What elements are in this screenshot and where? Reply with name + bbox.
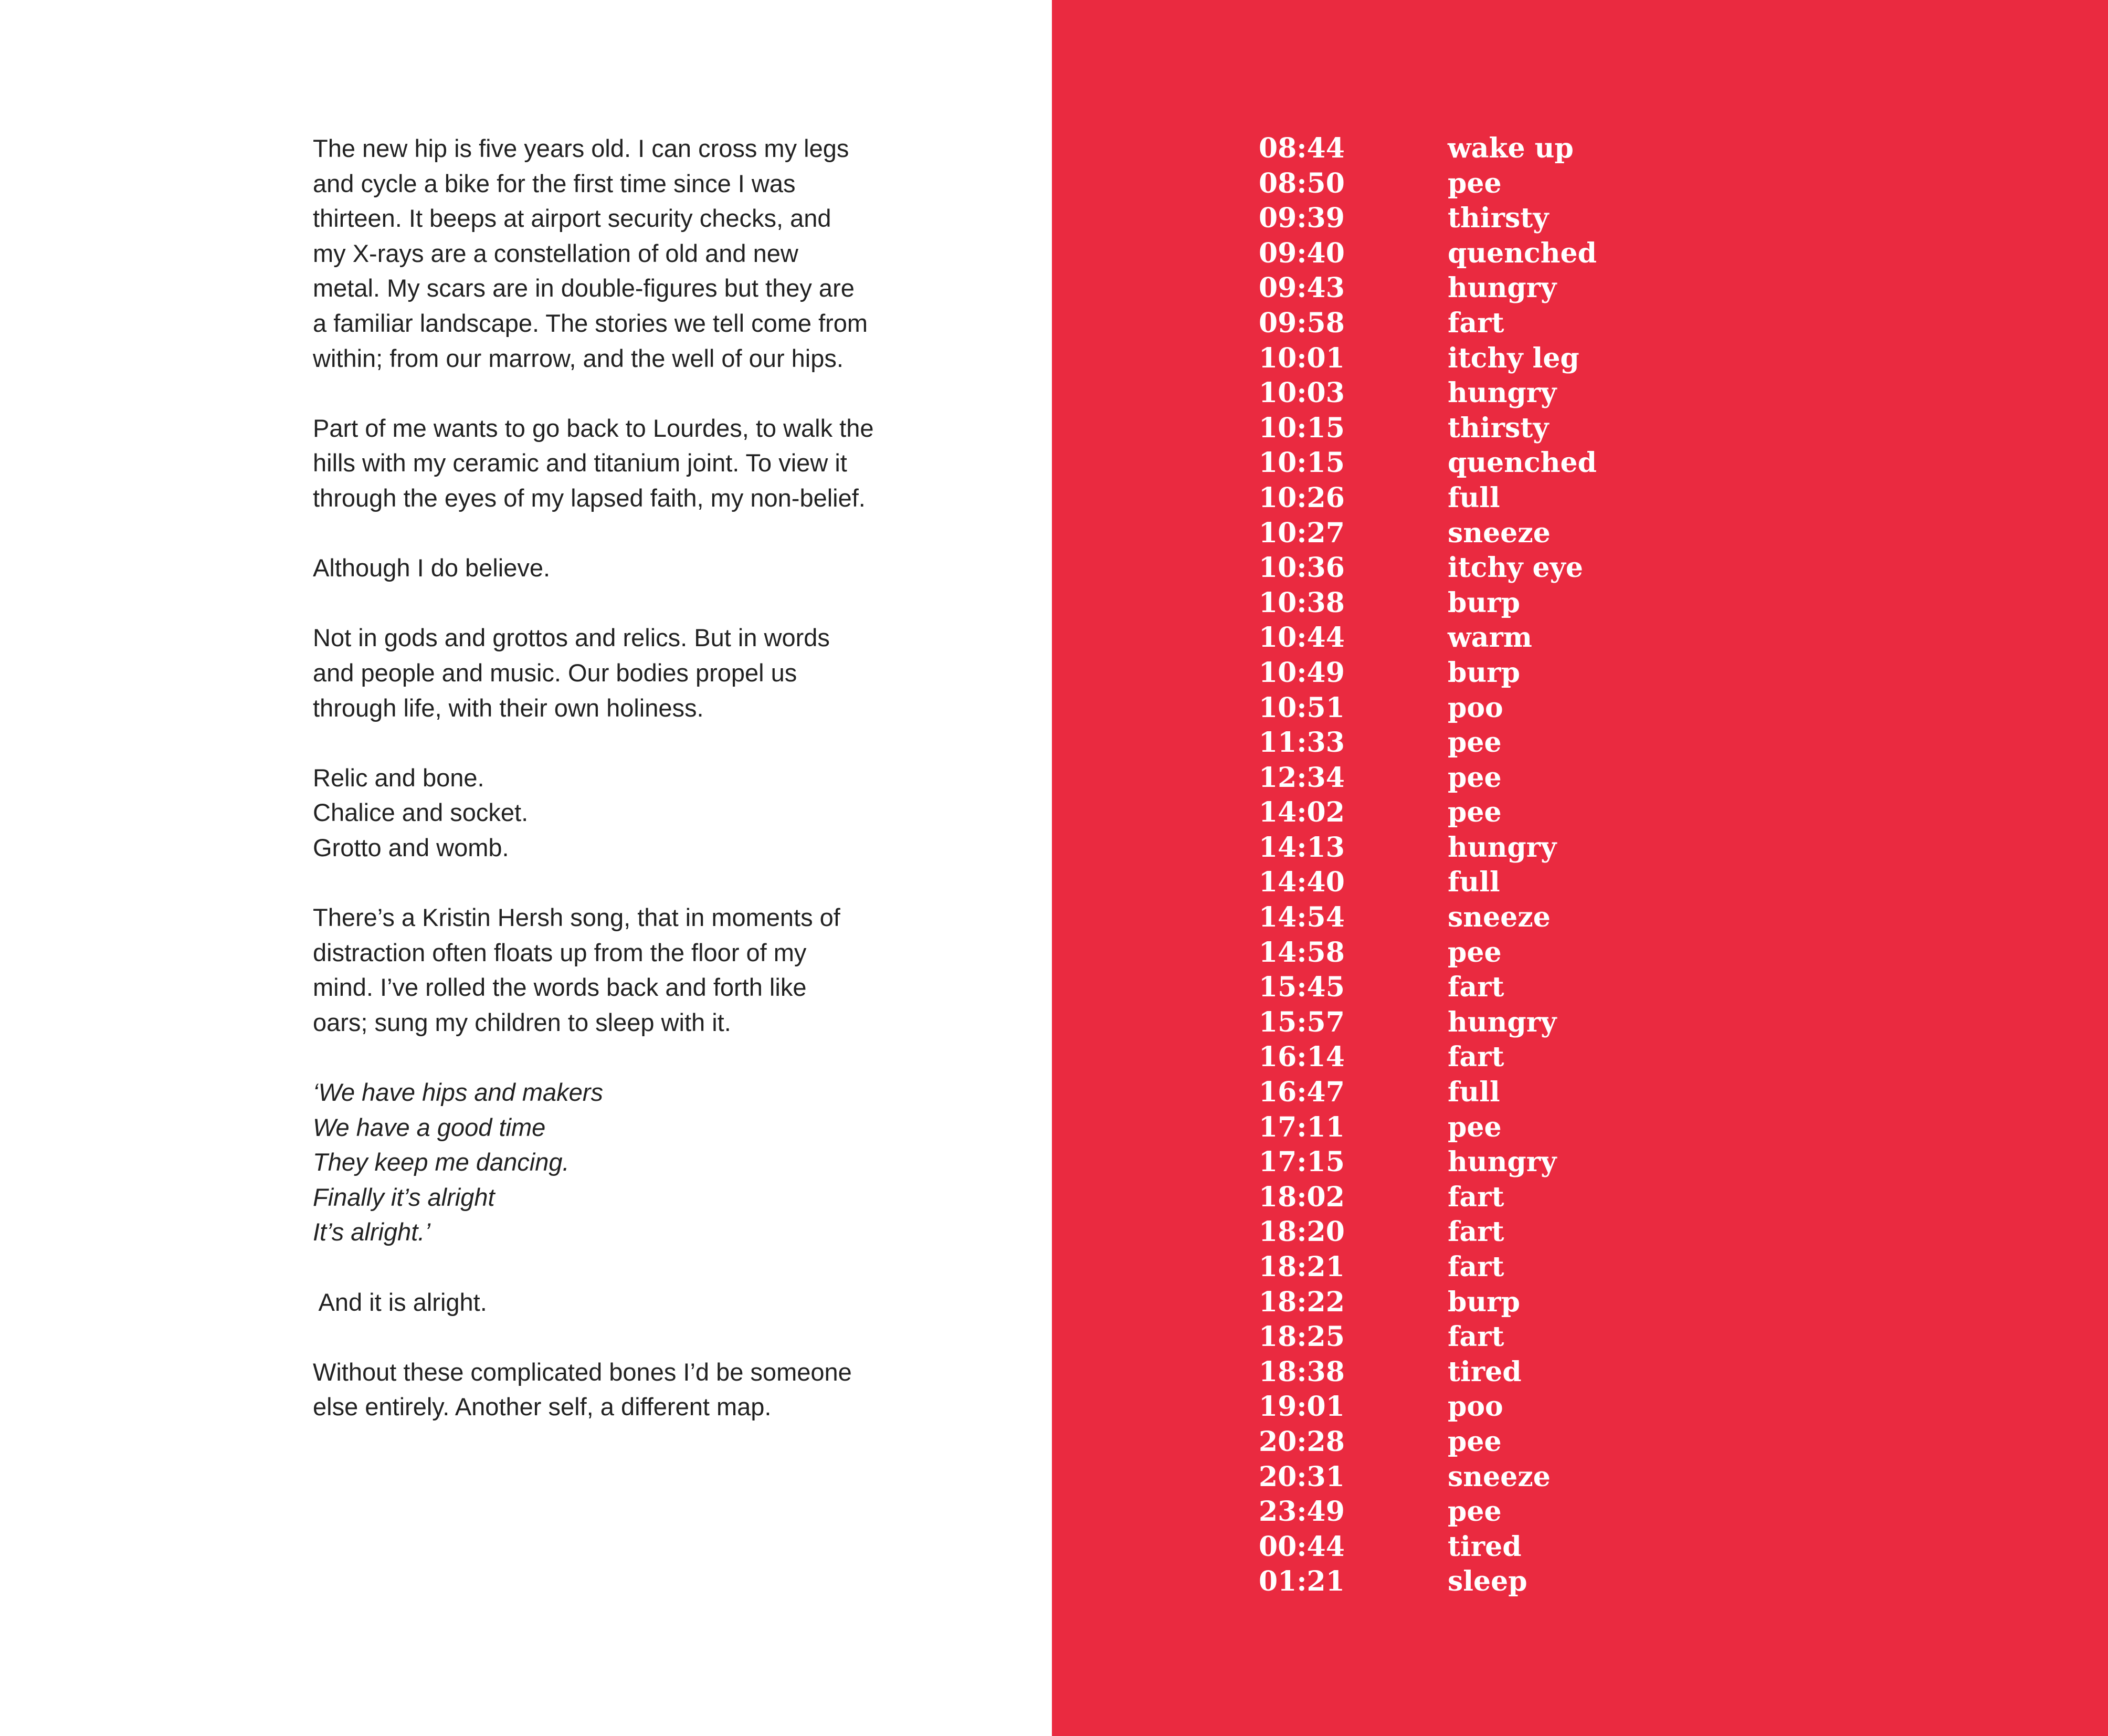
log-event: hungry [1448, 377, 1557, 409]
paragraph-gap [313, 1250, 890, 1285]
log-entry [1259, 1040, 1597, 1075]
log-entry [1259, 761, 1597, 796]
paragraph [313, 620, 890, 725]
log-event: fart [1448, 1041, 1504, 1074]
log-event: hungry [1448, 1006, 1557, 1038]
text-line: through the eyes of my lapsed faith, my non-belief. [313, 483, 866, 512]
log-time: 00:44 [1259, 1530, 1345, 1563]
log-time: 15:57 [1259, 1006, 1345, 1038]
log-event: wake up [1448, 132, 1574, 164]
left-page [0, 0, 1052, 1736]
text-line: It’s alright.’ [313, 1218, 430, 1246]
log-event: pee [1448, 936, 1502, 969]
log-time: 10:51 [1259, 691, 1345, 724]
log-time: 18:22 [1259, 1286, 1345, 1318]
log-time: 10:26 [1259, 481, 1345, 514]
text-line: Finally it’s alright [313, 1183, 495, 1211]
log-entry [1259, 900, 1597, 935]
log-time: 08:50 [1259, 167, 1345, 199]
log-time: 19:01 [1259, 1391, 1345, 1423]
text-line: Relic and bone. [313, 763, 484, 792]
text-line: oars; sung my children to sleep with it. [313, 1008, 731, 1036]
text-line: distraction often floats up from the floor of my [313, 938, 807, 966]
log-entry [1259, 1285, 1597, 1320]
log-time: 10:15 [1259, 447, 1345, 479]
log-time: 18:38 [1259, 1355, 1345, 1388]
text-line: Not in gods and grottos and relics. But in words [313, 624, 830, 652]
log-time: 10:44 [1259, 622, 1345, 654]
log-event: quenched [1448, 237, 1597, 269]
log-event: quenched [1448, 447, 1597, 479]
paragraph-gap [313, 516, 890, 551]
log-entry [1259, 1145, 1597, 1180]
log-event: itchy leg [1448, 342, 1579, 374]
log-event: full [1448, 1076, 1500, 1109]
log-event: burp [1448, 1286, 1520, 1318]
text-line: else entirely. Another self, a different map. [313, 1393, 772, 1421]
paragraph [313, 551, 890, 586]
text-line: within; from our marrow, and the well of our hips. [313, 344, 844, 372]
log-event: hungry [1448, 272, 1557, 304]
log-time: 14:54 [1259, 901, 1345, 934]
log-entry [1259, 1564, 1597, 1600]
log-event: thirsty [1448, 202, 1549, 235]
log-time: 10:03 [1259, 377, 1345, 409]
paragraph [313, 1355, 890, 1425]
log-time: 14:13 [1259, 831, 1345, 864]
log-event: pee [1448, 1425, 1502, 1458]
log-time: 11:33 [1259, 727, 1345, 759]
text-line: metal. My scars are in double-figures but they are [313, 274, 855, 302]
paragraph [313, 761, 890, 866]
log-time: 10:01 [1259, 342, 1345, 374]
log-time: 23:49 [1259, 1496, 1345, 1528]
log-entry [1259, 446, 1597, 481]
log-time: 17:11 [1259, 1111, 1345, 1143]
log-time: 17:15 [1259, 1146, 1345, 1179]
paragraph [313, 131, 890, 376]
log-entry [1259, 620, 1597, 656]
log-event: thirsty [1448, 412, 1549, 444]
log-time: 15:45 [1259, 971, 1345, 1004]
text-line: We have a good time [313, 1113, 546, 1141]
log-entry [1259, 551, 1597, 586]
log-time: 20:31 [1259, 1460, 1345, 1493]
log-event: full [1448, 481, 1500, 514]
log-event: fart [1448, 1216, 1504, 1248]
log-time: 10:27 [1259, 517, 1345, 549]
paragraph-gap [313, 865, 890, 900]
bodily-log-list [1259, 131, 1597, 1600]
log-event: tired [1448, 1530, 1522, 1563]
log-entry [1259, 1425, 1597, 1460]
paragraph [313, 411, 890, 516]
log-entry [1259, 1215, 1597, 1250]
log-event: poo [1448, 1391, 1503, 1423]
log-event: burp [1448, 586, 1520, 619]
text-line: Although I do believe. [313, 554, 551, 582]
text-line: Grotto and womb. [313, 833, 509, 861]
log-entry [1259, 1320, 1597, 1355]
text-line: There’s a Kristin Hersh song, that in moments of [313, 903, 840, 932]
log-entry [1259, 830, 1597, 866]
log-entry [1259, 1075, 1597, 1110]
text-line: Chalice and socket. [313, 798, 529, 827]
text-line: Part of me wants to go back to Lourdes, to walk the [313, 414, 874, 442]
log-event: full [1448, 866, 1500, 899]
log-event: fart [1448, 971, 1504, 1004]
paragraph [313, 1285, 890, 1320]
log-entry [1259, 131, 1597, 166]
log-entry [1259, 1530, 1597, 1565]
log-event: pee [1448, 761, 1502, 794]
log-entry [1259, 166, 1597, 202]
log-time: 09:58 [1259, 307, 1345, 339]
log-entry [1259, 935, 1597, 971]
log-entry [1259, 691, 1597, 726]
paragraph-gap [313, 1040, 890, 1075]
log-time: 10:36 [1259, 552, 1345, 584]
song-quote [313, 1075, 890, 1250]
log-time: 10:38 [1259, 586, 1345, 619]
log-entry [1259, 201, 1597, 236]
log-time: 18:21 [1259, 1251, 1345, 1283]
log-entry [1259, 271, 1597, 306]
log-entry [1259, 376, 1597, 411]
log-entry [1259, 586, 1597, 621]
text-line: Without these complicated bones I’d be someone [313, 1358, 852, 1386]
log-entry [1259, 656, 1597, 691]
log-time: 12:34 [1259, 761, 1345, 794]
log-event: fart [1448, 1251, 1504, 1283]
paragraph-gap [313, 586, 890, 621]
log-time: 08:44 [1259, 132, 1345, 164]
paragraph-gap [313, 1320, 890, 1355]
log-event: poo [1448, 691, 1503, 724]
log-event: sleep [1448, 1565, 1527, 1598]
log-time: 14:02 [1259, 796, 1345, 829]
log-event: burp [1448, 656, 1520, 689]
paragraph-gap [313, 376, 890, 411]
log-event: tired [1448, 1355, 1522, 1388]
log-event: pee [1448, 1496, 1502, 1528]
log-event: itchy eye [1448, 552, 1583, 584]
log-event: sneeze [1448, 1460, 1551, 1493]
log-time: 10:49 [1259, 656, 1345, 689]
text-line: They keep me dancing. [313, 1148, 570, 1176]
log-time: 18:02 [1259, 1181, 1345, 1213]
paragraph-gap [313, 725, 890, 761]
text-line: a familiar landscape. The stories we tell come from [313, 309, 868, 337]
log-event: sneeze [1448, 517, 1551, 549]
log-time: 18:25 [1259, 1321, 1345, 1353]
log-entry [1259, 1495, 1597, 1530]
essay-text [313, 131, 890, 1425]
log-entry [1259, 970, 1597, 1005]
log-entry [1259, 1460, 1597, 1495]
log-entry [1259, 236, 1597, 271]
log-entry [1259, 341, 1597, 376]
log-time: 20:28 [1259, 1425, 1345, 1458]
log-event: sneeze [1448, 901, 1551, 934]
log-event: warm [1448, 622, 1532, 654]
log-event: pee [1448, 727, 1502, 759]
text-line: The new hip is five years old. I can cross my legs [313, 134, 849, 162]
log-time: 09:40 [1259, 237, 1345, 269]
log-entry [1259, 1390, 1597, 1425]
log-event: hungry [1448, 831, 1557, 864]
text-line: And it is alright. [313, 1288, 487, 1316]
text-line: ‘We have hips and makers [313, 1078, 603, 1107]
log-entry [1259, 1355, 1597, 1390]
paragraph [313, 900, 890, 1040]
log-entry [1259, 1180, 1597, 1215]
log-event: pee [1448, 1111, 1502, 1143]
log-event: fart [1448, 1321, 1504, 1353]
log-time: 16:47 [1259, 1076, 1345, 1109]
log-time: 09:43 [1259, 272, 1345, 304]
log-event: fart [1448, 1181, 1504, 1213]
text-line: my X-rays are a constellation of old and new [313, 239, 798, 267]
text-line: thirteen. It beeps at airport security checks, and [313, 204, 831, 233]
log-event: pee [1448, 167, 1502, 199]
log-entry [1259, 795, 1597, 830]
log-event: pee [1448, 796, 1502, 829]
text-line: and people and music. Our bodies propel us [313, 658, 797, 687]
log-entry [1259, 725, 1597, 761]
log-time: 18:20 [1259, 1216, 1345, 1248]
log-entry [1259, 411, 1597, 446]
log-event: fart [1448, 307, 1504, 339]
log-entry [1259, 1110, 1597, 1145]
log-event: hungry [1448, 1146, 1557, 1179]
log-time: 14:40 [1259, 866, 1345, 899]
log-entry [1259, 1250, 1597, 1285]
log-time: 16:14 [1259, 1041, 1345, 1074]
text-line: and cycle a bike for the first time since I was [313, 169, 796, 197]
log-entry [1259, 481, 1597, 516]
log-time: 14:58 [1259, 936, 1345, 969]
text-line: through life, with their own holiness. [313, 693, 704, 722]
log-time: 10:15 [1259, 412, 1345, 444]
text-line: hills with my ceramic and titanium joint. To view it [313, 449, 847, 477]
log-entry [1259, 306, 1597, 341]
log-entry [1259, 865, 1597, 900]
log-entry [1259, 1005, 1597, 1040]
log-time: 01:21 [1259, 1565, 1345, 1598]
log-entry [1259, 516, 1597, 551]
log-time: 09:39 [1259, 202, 1345, 235]
text-line: mind. I’ve rolled the words back and forth like [313, 973, 807, 1002]
